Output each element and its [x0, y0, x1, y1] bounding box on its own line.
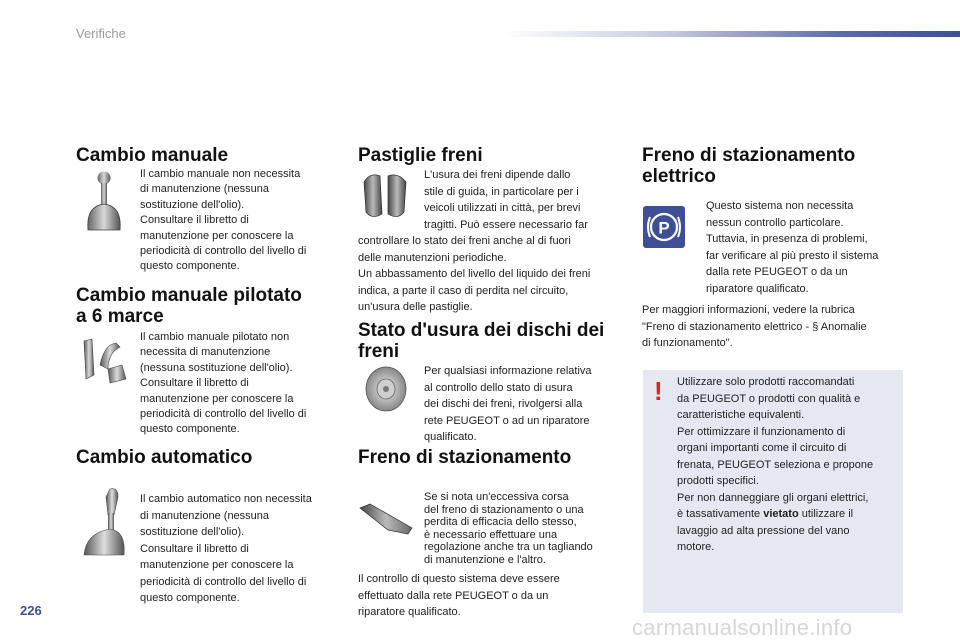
brake-pads-icon [360, 170, 412, 222]
heading-cambio-manuale: Cambio manuale [76, 145, 229, 166]
electric-brake-icon-letter: P [658, 218, 670, 238]
warning-exclamation-icon: ! [654, 376, 663, 406]
heading-cambio-automatico: Cambio automatico [76, 447, 253, 468]
heading-cambio-pilotato: Cambio manuale pilotato a 6 marce [76, 285, 302, 327]
header-gradient-bar [500, 31, 960, 37]
brake-disc-icon [362, 364, 410, 414]
text-dischi-freni: Per qualsiasi informazione relativa al controllo dello stato di usura dei dischi dei freni, rivolgersi alla rete PEUGEOT o ad un riparatore qualificato. [424, 365, 592, 443]
heading-freno-elettrico: Freno di stazionamento elettrico [642, 145, 856, 187]
heading-freno-stazionamento: Freno di stazionamento [358, 447, 572, 468]
page-header-title: Verifiche [76, 26, 126, 41]
heading-dischi-freni: Stato d'usura dei dischi dei freni [358, 320, 605, 362]
text-cambio-automatico: Il cambio automatico non necessita di manutenzione (nessuna sostituzione dell'olio). Consultare il libretto di manutenzione per conoscere la periodicità di controllo del livello di questo componente. [140, 493, 312, 604]
heading-pastiglie-freni: Pastiglie freni [358, 145, 483, 166]
text-cambio-manuale: Il cambio manuale non necessita di manutenzione (nessuna sostituzione dell'olio). Consultare il libretto di manutenzione per conoscere la periodicità di controllo del livello di questo componente. [140, 168, 307, 273]
text-pastiglie-body: controllare lo stato dei freni anche al di fuori delle manutenzioni periodiche. Un abbassamento del livello del liquido dei freni indica, a parte il caso di perdita nel circuito, un'usura delle pastiglie. [358, 235, 591, 313]
text-freno-elettrico-body: Per maggiori informazioni, vedere la rubrica "Freno di stazionamento elettrico - § Anomalie di funzionamento". [642, 304, 867, 349]
watermark: carmanualsonline.info [632, 615, 853, 640]
manual-gear-lever-icon [82, 170, 126, 232]
parking-brake-lever-icon [358, 502, 414, 536]
text-warning: Utilizzare solo prodotti raccomandati da PEUGEOT o prodotti con qualità e caratteristiche equivalenti. Per ottimizzare il funzionamento di organi importanti come il circuito di frenata, PEUGEOT seleziona e propone prodotti specifici. Per non danneggiare gli organi elettrici, è tassativamente vietato utilizzare il lavaggio ad alta pressione del vano motore. [677, 376, 874, 553]
text-pastiglie-intro: L'usura dei freni dipende dallo stile di guida, in particolare per i veicoli utilizzati in città, per brevi tragitti. Può essere necessario far [424, 169, 588, 231]
piloted-gear-paddles-icon [78, 335, 130, 385]
text-freno-stazionamento-body: Il controllo di questo sistema deve essere effettuato dalla rete PEUGEOT o da un riparatore qualificato. [358, 573, 560, 618]
text-freno-elettrico-intro: Questo sistema non necessita nessun controllo particolare. Tuttavia, in presenza di problemi, far verificare al più presto il sistema dalla rete PEUGEOT o da un riparatore qualificato. [706, 200, 879, 295]
page-number: 226 [20, 603, 42, 618]
text-freno-stazionamento-intro: Se si nota un'eccessiva corsa del freno di stazionamento o una perdita di efficacia dello stesso, è necessario effettuare una regolazione anche tra un tagliando di manutenzione e l'altro. [424, 491, 593, 566]
electric-parking-brake-icon [643, 206, 685, 248]
text-cambio-pilotato: Il cambio manuale pilotato non necessita di manutenzione (nessuna sostituzione dell'olio). Consultare il libretto di manutenzione per conoscere la periodicità di controllo del livello di questo componente. [140, 331, 307, 436]
automatic-gear-lever-icon [80, 485, 130, 557]
